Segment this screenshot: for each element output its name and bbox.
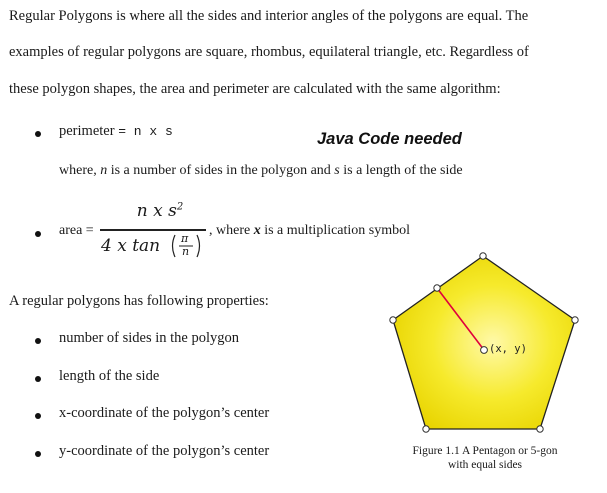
property-item: y-coordinate of the polygon’s center	[59, 443, 270, 459]
vertex-marker	[423, 426, 429, 432]
bullet-prop-3	[35, 413, 41, 419]
perimeter-label: perimeter	[59, 123, 115, 139]
vertex-marker	[572, 317, 578, 323]
center-point	[481, 347, 488, 354]
bullet-prop-4	[35, 451, 41, 457]
java-code-note: Java Code needed	[317, 130, 462, 148]
bullet-area	[35, 231, 41, 237]
midpoint-marker	[434, 285, 440, 291]
fraction-bar	[100, 229, 206, 231]
intro-line-3: these polygon shapes, the area and perimeter are calculated with the same algorithm:	[9, 81, 501, 97]
vertex-marker	[537, 426, 543, 432]
intro-line-2: examples of regular polygons are square, rhombus, equilateral triangle, etc. Regardless of	[9, 44, 529, 60]
bullet-prop-2	[35, 376, 41, 382]
pentagon-figure	[380, 240, 595, 440]
figure-caption: Figure 1.1 A Pentagon or 5-gon with equal sides	[412, 445, 558, 471]
property-item: length of the side	[59, 368, 160, 384]
pi-over-n: π n	[169, 232, 203, 260]
pentagon-shape	[393, 256, 575, 429]
properties-heading: A regular polygons has following properties:	[9, 293, 269, 309]
vertex-marker	[390, 317, 396, 323]
bullet-perimeter	[35, 131, 41, 137]
area-note: , where x is a multiplication symbol	[209, 223, 411, 238]
perimeter-formula	[59, 123, 173, 140]
area-label: area =	[59, 223, 94, 238]
center-label: (x, y)	[489, 343, 527, 355]
property-item: x-coordinate of the polygon’s center	[59, 405, 270, 421]
area-numerator: n x $s^2$	[136, 201, 184, 221]
perimeter-expression: = n x s	[118, 124, 173, 139]
bullet-prop-1	[35, 338, 41, 344]
perimeter-explanation: where, n is a number of sides in the polygon and s is a length of the side	[59, 163, 463, 178]
intro-line-1: Regular Polygons is where all the sides and interior angles of the polygons are equal. The	[9, 8, 529, 24]
area-denominator: 4 x tan	[101, 236, 161, 256]
vertex-marker	[480, 253, 486, 259]
property-item: number of sides in the polygon	[59, 330, 240, 346]
